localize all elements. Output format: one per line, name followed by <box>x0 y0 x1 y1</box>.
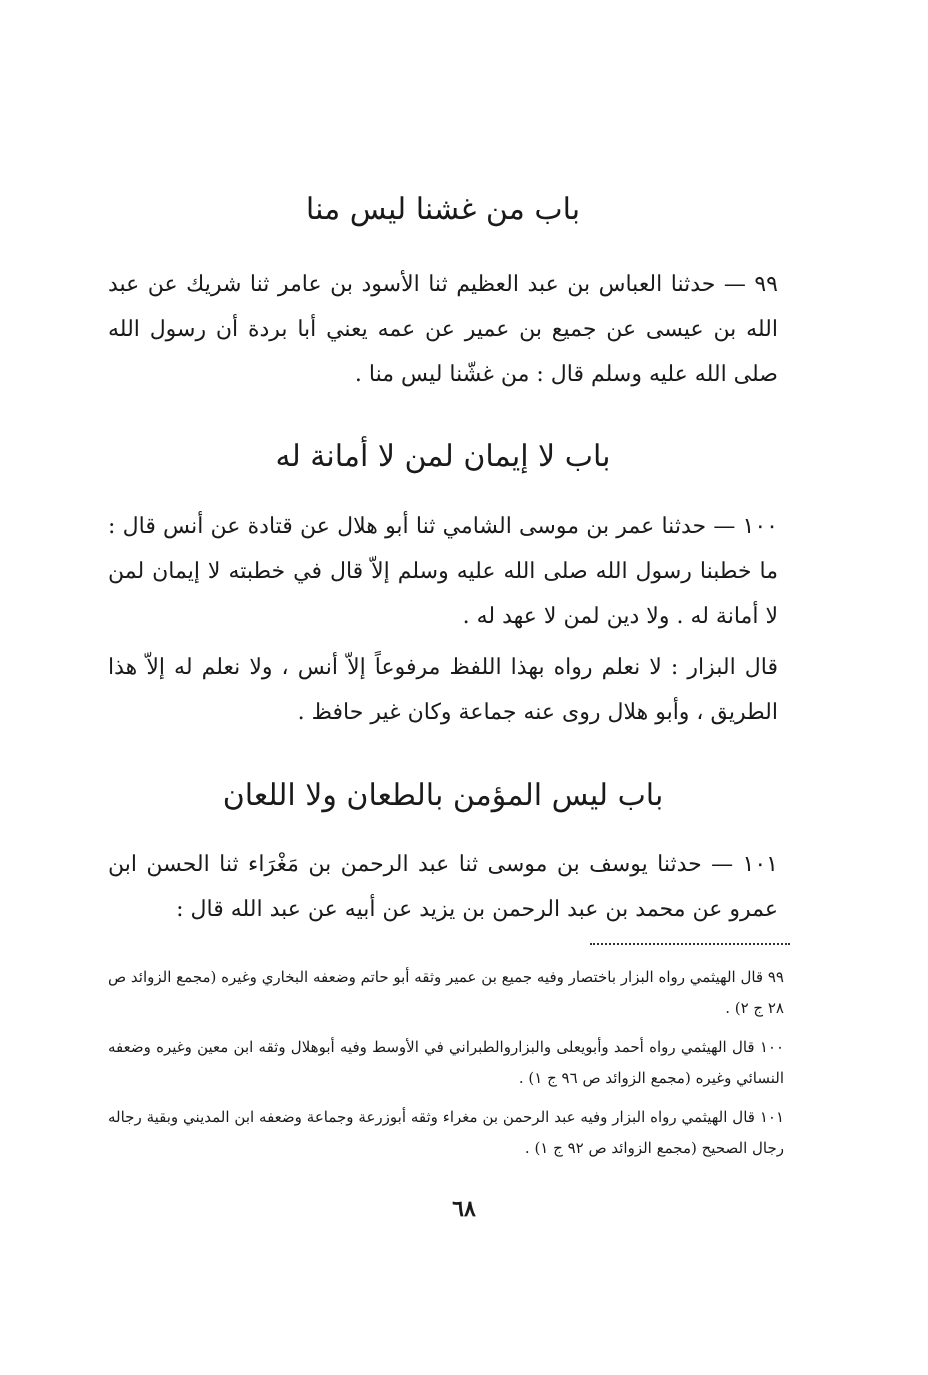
commentary-paragraph: قال البزار : لا نعلم رواه بهذا اللفظ مرفوعاً إلاّ أنس ، ولا نعلم له إلاّ هذا الطريق ، وأبو هلال روى عنه جماعة وكان غير حافظ . <box>108 655 778 725</box>
footnote: ١٠١ قال الهيثمي رواه البزار وفيه عبد الرحمن بن مغراء وثقه أبوزرعة وجماعة وضعفه ابن المديني وبقية رجاله رجال الصحيح (مجمع الزوائد ص ٩٢ ج ١) . <box>108 1108 784 1157</box>
hadith-block <box>108 504 778 735</box>
page-number: ٦٨ <box>452 1196 476 1222</box>
chapter-heading: باب لا إيمان لمن لا أمانة له <box>275 439 611 474</box>
hadith-paragraph: ١٠١ — حدثنا يوسف بن موسى ثنا عبد الرحمن بن مَغْرَاء ثنا الحسن ابن عمرو عن محمد بن عبد الرحمن بن يزيد عن أبيه عن عبد الله قال : <box>108 852 778 922</box>
hadith-paragraph: ٩٩ — حدثنا العباس بن عبد العظيم ثنا الأسود بن عامر ثنا شريك عن عبد الله بن عيسى عن جميع بن عمير عن عمه يعني أبا بردة أن رسول الله صلى الله عليه وسلم قال : من غشّنا ليس منا . <box>108 272 778 387</box>
hadith-paragraph: ١٠٠ — حدثنا عمر بن موسى الشامي ثنا أبو هلال عن قتادة عن أنس قال : ما خطبنا رسول الله صلى الله عليه وسلم إلاّ قال في خطبته لا إيمان لمن لا أمانة له . ولا دين لمن لا عهد له . <box>108 514 778 629</box>
footnote: ١٠٠ قال الهيثمي رواه أحمد وأبويعلى والبزاروالطبراني في الأوسط وفيه أبوهلال وثقه ابن معين وغيره وضعفه النسائي وغيره (مجمع الزوائد ص ٩٦ ج ١) . <box>108 1038 784 1087</box>
chapter-heading: باب من غشنا ليس منا <box>305 192 581 227</box>
hadith-block <box>108 842 778 932</box>
hadith-block <box>108 262 778 397</box>
chapter-heading: باب ليس المؤمن بالطعان ولا اللعان <box>222 778 664 813</box>
footnote: ٩٩ قال الهيثمي رواه البزار باختصار وفيه جميع بن عمير وثقه أبو حاتم وضعفه البخاري وغيره (مجمع الزوائد ص ٢٨ ج ٢) . <box>108 968 784 1017</box>
footnote-divider <box>590 943 790 945</box>
footnotes-section <box>108 962 784 1172</box>
